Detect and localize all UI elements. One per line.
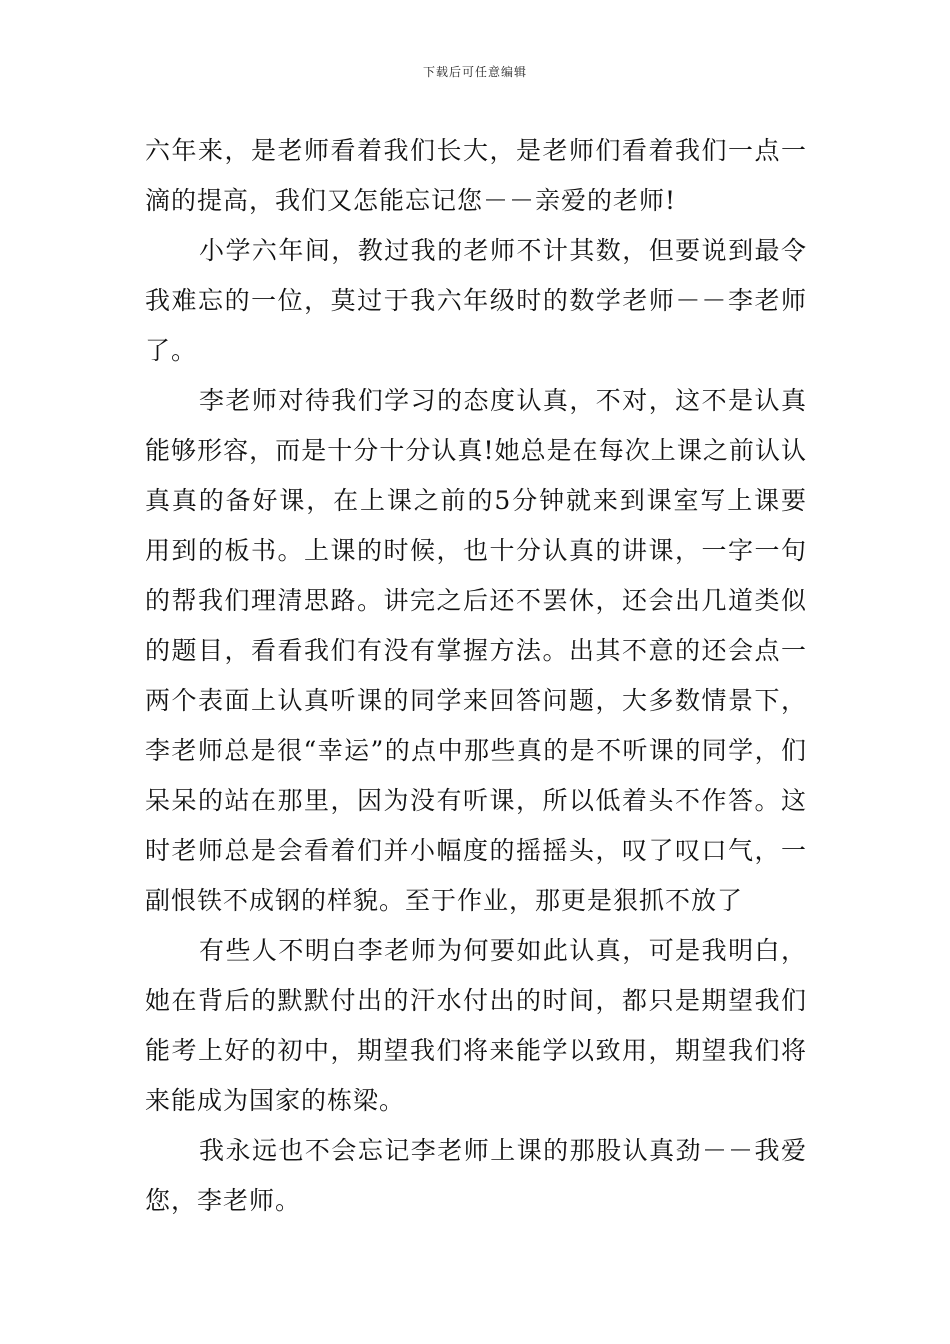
document-body xyxy=(145,126,807,1226)
page-header-note: 下载后可任意编辑 xyxy=(422,65,527,79)
paragraph-1: 六年来，是老师看着我们长大，是老师们看着我们一点一滴的提高，我们又怎能忘记您－－亲爱的老师! xyxy=(145,136,807,215)
paragraph-4: 有些人不明白李老师为何要如此认真，可是我明白，她在背后的默默付出的汗水付出的时间，都只是期望我们能考上好的初中，期望我们将来能学以致用，期望我们将来能成为国家的栋梁。 xyxy=(145,936,807,1115)
paragraph-2: 小学六年间，教过我的老师不计其数，但要说到最令我难忘的一位，莫过于我六年级时的数学老师－－李老师了。 xyxy=(145,236,807,365)
paragraph-3: 李老师对待我们学习的态度认真，不对，这不是认真能够形容，而是十分十分认真!她总是在每次上课之前认认真真的备好课，在上课之前的5分钟就来到课室写上课要用到的板书。上课的时候，也十分认真的讲课，一字一句的帮我们理清思路。讲完之后还不罢休，还会出几道类似的题目，看看我们有没有掌握方法。出其不意的还会点一两个表面上认真听课的同学来回答问题，大多数情景下，李老师总是很“幸运”的点中那些真的是不听课的同学，们呆呆的站在那里，因为没有听课，所以低着头不作答。这时老师总是会看着们并小幅度的摇摇头，叹了叹口气，一副恨铁不成钢的样貌。至于作业，那更是狠抓不放了 xyxy=(145,386,807,915)
paragraph-5: 我永远也不会忘记李老师上课的那股认真劲－－我爱您，李老师。 xyxy=(145,1136,807,1215)
